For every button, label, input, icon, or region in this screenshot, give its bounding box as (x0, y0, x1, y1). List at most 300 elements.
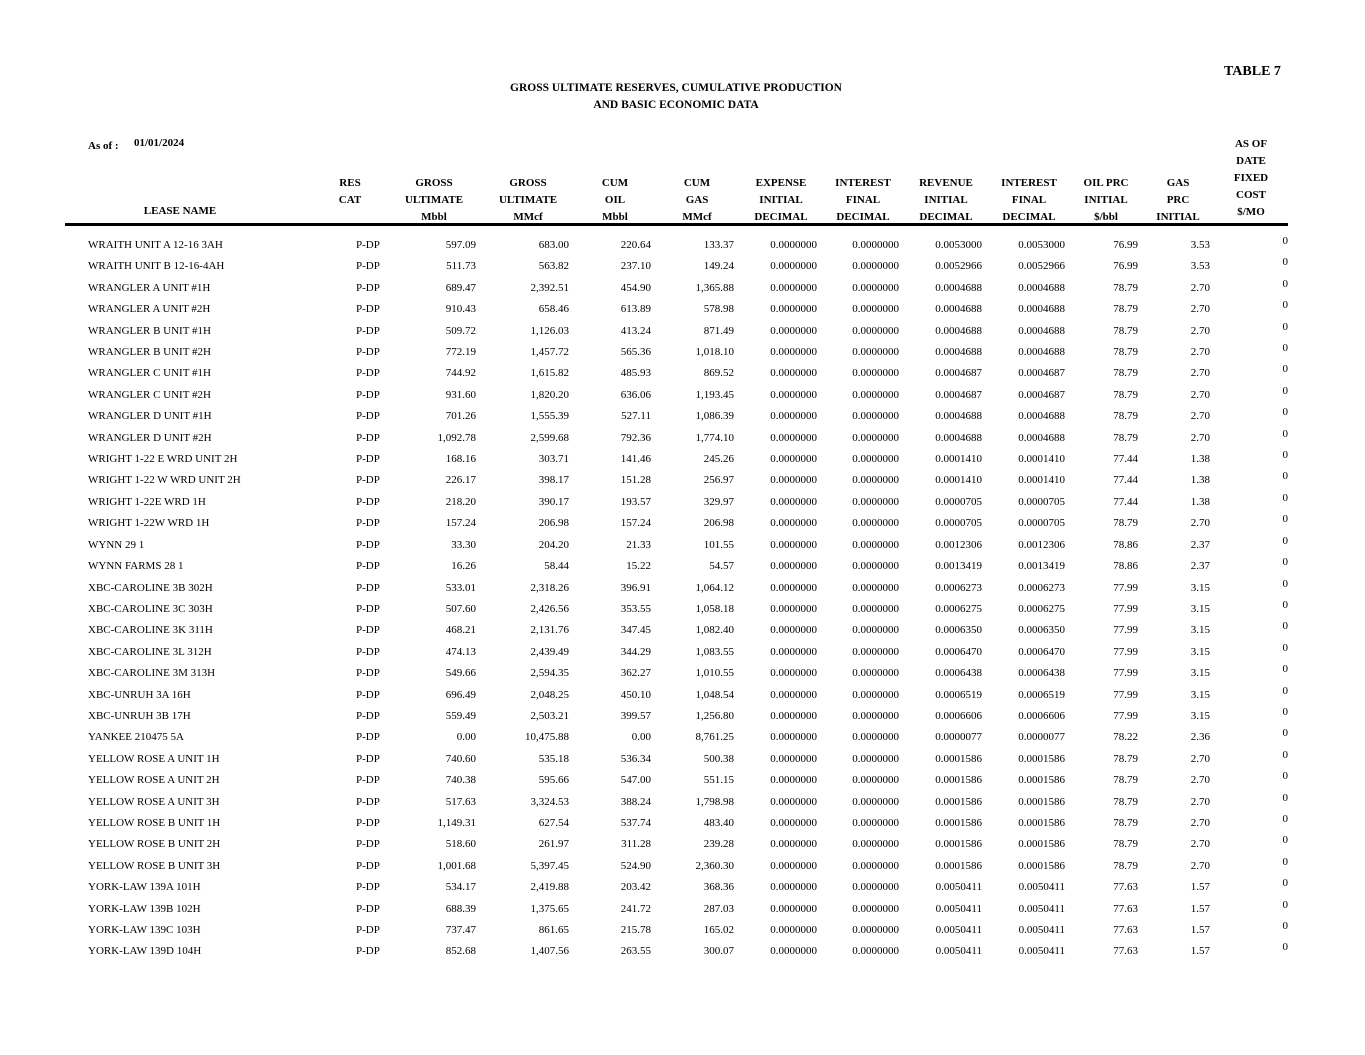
cell-oil-price: 77.44 (1113, 453, 1138, 466)
table-row (0, 855, 1365, 876)
cell-interest-final-2: 0.0001586 (1018, 795, 1065, 808)
cell-cum-gas: 329.97 (703, 495, 734, 508)
cell-cum-gas: 551.15 (703, 774, 734, 787)
cell-expense-initial: 0.0000000 (770, 581, 817, 594)
table-row (0, 876, 1365, 897)
cell-expense-initial: 0.0000000 (770, 752, 817, 765)
cell-fixed-cost: 0 (1282, 299, 1288, 312)
cell-cum-gas: 1,082.40 (695, 624, 734, 637)
cell-interest-final-2: 0.0004688 (1018, 410, 1065, 423)
cell-interest-final-2: 0.0006606 (1018, 709, 1065, 722)
cell-gross-ultimate-gas: 2,594.35 (530, 667, 569, 680)
cell-lease-name: XBC-CAROLINE 3K 311H (88, 624, 213, 637)
cell-fixed-cost: 0 (1282, 256, 1288, 269)
cell-gross-ultimate-oil: 33.30 (451, 538, 476, 551)
cell-revenue-initial: 0.0001586 (935, 859, 982, 872)
header-gross-ultimate-oil: GROSS ULTIMATE Mbbl (404, 177, 464, 223)
cell-expense-initial: 0.0000000 (770, 495, 817, 508)
cell-oil-price: 78.79 (1113, 367, 1138, 380)
cell-interest-final-2: 0.0001410 (1018, 474, 1065, 487)
cell-cum-gas: 1,018.10 (695, 346, 734, 359)
cell-oil-price: 77.63 (1113, 945, 1138, 958)
cell-interest-final: 0.0000000 (852, 324, 899, 337)
cell-fixed-cost: 0 (1282, 277, 1288, 290)
cell-res-cat: P-DP (356, 859, 380, 872)
cell-revenue-initial: 0.0004688 (935, 303, 982, 316)
cell-oil-price: 78.79 (1113, 752, 1138, 765)
cell-fixed-cost: 0 (1282, 470, 1288, 483)
cell-revenue-initial: 0.0004688 (935, 410, 982, 423)
cell-res-cat: P-DP (356, 346, 380, 359)
cell-fixed-cost: 0 (1282, 812, 1288, 825)
cell-fixed-cost: 0 (1282, 491, 1288, 504)
cell-oil-price: 78.79 (1113, 281, 1138, 294)
cell-fixed-cost: 0 (1282, 770, 1288, 783)
cell-cum-oil: 399.57 (620, 709, 651, 722)
cell-gas-price: 1.57 (1190, 945, 1210, 958)
cell-expense-initial: 0.0000000 (770, 538, 817, 551)
cell-oil-price: 77.99 (1113, 709, 1138, 722)
cell-gross-ultimate-oil: 518.60 (445, 838, 476, 851)
cell-interest-final: 0.0000000 (852, 453, 899, 466)
cell-lease-name: XBC-CAROLINE 3B 302H (88, 581, 213, 594)
cell-interest-final-2: 0.0000705 (1018, 517, 1065, 530)
table-row (0, 705, 1365, 726)
cell-revenue-initial: 0.0000077 (935, 731, 982, 744)
cell-interest-final-2: 0.0006350 (1018, 624, 1065, 637)
cell-gross-ultimate-gas: 2,426.56 (530, 602, 569, 615)
lease-table-body (0, 234, 1365, 962)
cell-cum-oil: 613.89 (620, 303, 651, 316)
cell-interest-final-2: 0.0006273 (1018, 581, 1065, 594)
cell-expense-initial: 0.0000000 (770, 560, 817, 573)
cell-cum-oil: 141.46 (620, 453, 651, 466)
cell-cum-oil: 220.64 (620, 239, 651, 251)
cell-res-cat: P-DP (356, 902, 380, 915)
cell-fixed-cost: 0 (1282, 449, 1288, 462)
cell-fixed-cost: 0 (1282, 342, 1288, 355)
cell-interest-final: 0.0000000 (852, 281, 899, 294)
cell-expense-initial: 0.0000000 (770, 239, 817, 251)
cell-cum-oil: 524.90 (620, 859, 651, 872)
cell-lease-name: YELLOW ROSE B UNIT 3H (88, 859, 221, 872)
cell-fixed-cost: 0 (1282, 320, 1288, 333)
cell-interest-final: 0.0000000 (852, 795, 899, 808)
cell-res-cat: P-DP (356, 795, 380, 808)
cell-interest-final: 0.0000000 (852, 560, 899, 573)
cell-cum-gas: 256.97 (703, 474, 734, 487)
cell-interest-final-2: 0.0004688 (1018, 281, 1065, 294)
cell-expense-initial: 0.0000000 (770, 346, 817, 359)
cell-interest-final: 0.0000000 (852, 645, 899, 658)
cell-lease-name: XBC-UNRUH 3B 17H (88, 709, 191, 722)
table-row (0, 619, 1365, 640)
header-fixed-cost: AS OF DATE FIXED COST $/MO (1233, 138, 1269, 218)
cell-interest-final-2: 0.0050411 (1018, 924, 1065, 936)
table-row (0, 940, 1365, 961)
cell-revenue-initial: 0.0001586 (935, 774, 982, 787)
cell-gross-ultimate-gas: 627.54 (538, 816, 569, 829)
cell-res-cat: P-DP (356, 924, 380, 936)
cell-gross-ultimate-gas: 1,615.82 (530, 367, 569, 380)
table-number: TABLE 7 (1224, 64, 1281, 79)
cell-fixed-cost: 0 (1282, 406, 1288, 419)
cell-res-cat: P-DP (356, 731, 380, 744)
cell-lease-name: WRANGLER B UNIT #1H (88, 324, 211, 337)
cell-interest-final: 0.0000000 (852, 367, 899, 380)
cell-gross-ultimate-gas: 595.66 (538, 774, 569, 787)
cell-fixed-cost: 0 (1282, 598, 1288, 611)
cell-revenue-initial: 0.0050411 (935, 924, 982, 936)
cell-gas-price: 2.70 (1190, 281, 1210, 294)
cell-lease-name: WYNN 29 1 (88, 538, 145, 551)
cell-revenue-initial: 0.0000705 (935, 517, 982, 530)
cell-gas-price: 2.70 (1190, 367, 1210, 380)
cell-res-cat: P-DP (356, 239, 380, 251)
table-row (0, 469, 1365, 490)
cell-cum-oil: 215.78 (620, 924, 651, 936)
cell-oil-price: 77.44 (1113, 474, 1138, 487)
cell-interest-final-2: 0.0001586 (1018, 774, 1065, 787)
cell-revenue-initial: 0.0053000 (935, 239, 982, 251)
cell-interest-final: 0.0000000 (852, 431, 899, 444)
cell-cum-oil: 344.29 (620, 645, 651, 658)
cell-gross-ultimate-oil: 701.26 (445, 410, 476, 423)
cell-gross-ultimate-oil: 737.47 (445, 924, 476, 936)
cell-interest-final-2: 0.0001586 (1018, 859, 1065, 872)
cell-cum-oil: 21.33 (626, 538, 651, 551)
cell-revenue-initial: 0.0001586 (935, 752, 982, 765)
cell-oil-price: 78.79 (1113, 838, 1138, 851)
cell-cum-gas: 871.49 (703, 324, 734, 337)
table-row (0, 726, 1365, 747)
cell-res-cat: P-DP (356, 881, 380, 894)
cell-cum-oil: 636.06 (620, 388, 651, 401)
cell-gross-ultimate-gas: 1,126.03 (530, 324, 569, 337)
cell-revenue-initial: 0.0001586 (935, 795, 982, 808)
cell-expense-initial: 0.0000000 (770, 774, 817, 787)
report-title-line-1: GROSS ULTIMATE RESERVES, CUMULATIVE PRODUCTION (510, 82, 842, 94)
cell-gas-price: 2.70 (1190, 752, 1210, 765)
cell-oil-price: 77.63 (1113, 902, 1138, 915)
cell-gas-price: 2.70 (1190, 431, 1210, 444)
table-row (0, 641, 1365, 662)
cell-gross-ultimate-oil: 507.60 (445, 602, 476, 615)
cell-lease-name: WYNN FARMS 28 1 (88, 560, 184, 573)
cell-gas-price: 1.57 (1190, 902, 1210, 915)
cell-revenue-initial: 0.0004688 (935, 431, 982, 444)
cell-fixed-cost: 0 (1282, 384, 1288, 397)
cell-interest-final: 0.0000000 (852, 624, 899, 637)
cell-expense-initial: 0.0000000 (770, 645, 817, 658)
cell-gross-ultimate-oil: 1,149.31 (437, 816, 476, 829)
cell-gas-price: 2.70 (1190, 388, 1210, 401)
cell-gross-ultimate-oil: 0.00 (456, 731, 476, 744)
cell-oil-price: 77.99 (1113, 667, 1138, 680)
cell-interest-final: 0.0000000 (852, 816, 899, 829)
table-row (0, 919, 1365, 940)
cell-gross-ultimate-oil: 533.01 (445, 581, 476, 594)
cell-fixed-cost: 0 (1282, 684, 1288, 697)
cell-gross-ultimate-oil: 910.43 (445, 303, 476, 316)
header-cum-oil: CUM OIL Mbbl (601, 177, 629, 223)
cell-cum-oil: 547.00 (620, 774, 651, 787)
cell-oil-price: 76.99 (1113, 260, 1138, 273)
cell-cum-oil: 454.90 (620, 281, 651, 294)
cell-res-cat: P-DP (356, 453, 380, 466)
cell-gross-ultimate-oil: 226.17 (445, 474, 476, 487)
cell-revenue-initial: 0.0013419 (935, 560, 982, 573)
cell-res-cat: P-DP (356, 624, 380, 637)
cell-interest-final-2: 0.0006275 (1018, 602, 1065, 615)
cell-gas-price: 3.15 (1190, 581, 1210, 594)
cell-fixed-cost: 0 (1282, 363, 1288, 376)
cell-gross-ultimate-oil: 559.49 (445, 709, 476, 722)
cell-gross-ultimate-gas: 1,555.39 (530, 410, 569, 423)
cell-expense-initial: 0.0000000 (770, 838, 817, 851)
cell-interest-final-2: 0.0000077 (1018, 731, 1065, 744)
cell-interest-final-2: 0.0006519 (1018, 688, 1065, 701)
table-row (0, 791, 1365, 812)
table-row (0, 898, 1365, 919)
cell-gross-ultimate-gas: 861.65 (538, 924, 569, 936)
cell-fixed-cost: 0 (1282, 727, 1288, 740)
cell-oil-price: 77.99 (1113, 645, 1138, 658)
cell-res-cat: P-DP (356, 281, 380, 294)
header-lease-name: LEASE NAME (143, 205, 217, 217)
cell-interest-final-2: 0.0004688 (1018, 324, 1065, 337)
cell-revenue-initial: 0.0012306 (935, 538, 982, 551)
cell-gross-ultimate-gas: 1,407.56 (530, 945, 569, 958)
cell-cum-gas: 287.03 (703, 902, 734, 915)
cell-lease-name: WRANGLER D UNIT #2H (88, 431, 212, 444)
cell-lease-name: YELLOW ROSE B UNIT 2H (88, 838, 221, 851)
cell-lease-name: YORK-LAW 139D 104H (88, 945, 202, 958)
table-row (0, 427, 1365, 448)
table-row (0, 341, 1365, 362)
cell-cum-oil: 151.28 (620, 474, 651, 487)
cell-gross-ultimate-gas: 2,599.68 (530, 431, 569, 444)
cell-cum-oil: 241.72 (620, 902, 651, 915)
cell-gross-ultimate-oil: 931.60 (445, 388, 476, 401)
report-title (0, 80, 1352, 114)
cell-oil-price: 78.79 (1113, 517, 1138, 530)
cell-gross-ultimate-oil: 511.73 (446, 260, 476, 273)
table-row (0, 320, 1365, 341)
cell-lease-name: WRIGHT 1-22 E WRD UNIT 2H (88, 453, 238, 466)
table-row (0, 298, 1365, 319)
cell-gross-ultimate-oil: 468.21 (445, 624, 476, 637)
cell-gross-ultimate-gas: 535.18 (538, 752, 569, 765)
cell-interest-final: 0.0000000 (852, 859, 899, 872)
cell-interest-final: 0.0000000 (852, 538, 899, 551)
cell-lease-name: WRAITH UNIT A 12-16 3AH (88, 239, 223, 251)
cell-gas-price: 3.53 (1190, 239, 1210, 251)
cell-gross-ultimate-gas: 3,324.53 (530, 795, 569, 808)
table-row (0, 812, 1365, 833)
cell-fixed-cost: 0 (1282, 663, 1288, 676)
cell-lease-name: YORK-LAW 139C 103H (88, 924, 201, 936)
cell-interest-final-2: 0.0001410 (1018, 453, 1065, 466)
table-row (0, 277, 1365, 298)
cell-expense-initial: 0.0000000 (770, 431, 817, 444)
cell-interest-final-2: 0.0053000 (1018, 239, 1065, 251)
table-row (0, 598, 1365, 619)
cell-cum-oil: 792.36 (620, 431, 651, 444)
table-row (0, 534, 1365, 555)
cell-res-cat: P-DP (356, 260, 380, 273)
cell-res-cat: P-DP (356, 709, 380, 722)
cell-expense-initial: 0.0000000 (770, 453, 817, 466)
cell-gross-ultimate-gas: 683.00 (538, 239, 569, 251)
cell-interest-final: 0.0000000 (852, 902, 899, 915)
cell-interest-final: 0.0000000 (852, 495, 899, 508)
cell-interest-final-2: 0.0004687 (1018, 367, 1065, 380)
cell-interest-final-2: 0.0050411 (1018, 881, 1065, 894)
header-divider (65, 223, 1288, 226)
cell-gross-ultimate-oil: 696.49 (445, 688, 476, 701)
cell-expense-initial: 0.0000000 (770, 624, 817, 637)
cell-cum-oil: 450.10 (620, 688, 651, 701)
cell-lease-name: WRIGHT 1-22 W WRD UNIT 2H (88, 474, 241, 487)
cell-expense-initial: 0.0000000 (770, 816, 817, 829)
cell-gross-ultimate-oil: 744.92 (445, 367, 476, 380)
cell-oil-price: 77.44 (1113, 495, 1138, 508)
cell-lease-name: YELLOW ROSE A UNIT 1H (88, 752, 220, 765)
cell-oil-price: 78.79 (1113, 303, 1138, 316)
cell-cum-oil: 413.24 (620, 324, 651, 337)
cell-oil-price: 77.99 (1113, 688, 1138, 701)
cell-lease-name: YANKEE 210475 5A (88, 731, 184, 744)
cell-expense-initial: 0.0000000 (770, 902, 817, 915)
cell-interest-final-2: 0.0004688 (1018, 346, 1065, 359)
cell-gross-ultimate-oil: 740.60 (445, 752, 476, 765)
cell-lease-name: XBC-UNRUH 3A 16H (88, 688, 191, 701)
cell-cum-gas: 2,360.30 (695, 859, 734, 872)
cell-cum-gas: 1,365.88 (695, 281, 734, 294)
cell-gas-price: 1.38 (1190, 474, 1210, 487)
cell-interest-final: 0.0000000 (852, 667, 899, 680)
cell-gas-price: 2.70 (1190, 517, 1210, 530)
cell-cum-gas: 1,086.39 (695, 410, 734, 423)
cell-revenue-initial: 0.0006606 (935, 709, 982, 722)
cell-cum-gas: 869.52 (703, 367, 734, 380)
cell-revenue-initial: 0.0006273 (935, 581, 982, 594)
cell-interest-final: 0.0000000 (852, 517, 899, 530)
cell-interest-final: 0.0000000 (852, 924, 899, 936)
cell-gross-ultimate-gas: 658.46 (538, 303, 569, 316)
cell-res-cat: P-DP (356, 517, 380, 530)
cell-revenue-initial: 0.0006438 (935, 667, 982, 680)
cell-res-cat: P-DP (356, 560, 380, 573)
cell-gas-price: 2.36 (1190, 731, 1210, 744)
cell-gross-ultimate-oil: 16.26 (451, 560, 476, 573)
cell-interest-final: 0.0000000 (852, 774, 899, 787)
cell-gross-ultimate-oil: 218.20 (445, 495, 476, 508)
cell-cum-gas: 1,048.54 (695, 688, 734, 701)
cell-fixed-cost: 0 (1282, 705, 1288, 718)
header-interest-final: INTEREST FINAL DECIMAL (835, 177, 891, 223)
table-row (0, 662, 1365, 683)
cell-cum-oil: 237.10 (620, 260, 651, 273)
cell-cum-gas: 101.55 (703, 538, 734, 551)
cell-revenue-initial: 0.0004688 (935, 346, 982, 359)
cell-gross-ultimate-oil: 549.66 (445, 667, 476, 680)
cell-gross-ultimate-oil: 509.72 (445, 324, 476, 337)
cell-lease-name: XBC-CAROLINE 3L 312H (88, 645, 212, 658)
cell-fixed-cost: 0 (1282, 898, 1288, 911)
cell-gross-ultimate-gas: 2,131.76 (530, 624, 569, 637)
cell-gas-price: 2.70 (1190, 410, 1210, 423)
cell-revenue-initial: 0.0006470 (935, 645, 982, 658)
cell-lease-name: YELLOW ROSE B UNIT 1H (88, 816, 221, 829)
cell-interest-final: 0.0000000 (852, 709, 899, 722)
cell-revenue-initial: 0.0000705 (935, 495, 982, 508)
cell-cum-oil: 311.28 (621, 838, 651, 851)
cell-res-cat: P-DP (356, 838, 380, 851)
cell-gross-ultimate-gas: 2,439.49 (530, 645, 569, 658)
cell-interest-final: 0.0000000 (852, 731, 899, 744)
cell-interest-final-2: 0.0012306 (1018, 538, 1065, 551)
cell-revenue-initial: 0.0004687 (935, 388, 982, 401)
cell-fixed-cost: 0 (1282, 641, 1288, 654)
cell-cum-gas: 206.98 (703, 517, 734, 530)
cell-revenue-initial: 0.0001586 (935, 816, 982, 829)
cell-res-cat: P-DP (356, 410, 380, 423)
cell-oil-price: 77.99 (1113, 602, 1138, 615)
cell-gas-price: 2.70 (1190, 816, 1210, 829)
cell-gross-ultimate-gas: 303.71 (538, 453, 569, 466)
cell-gross-ultimate-oil: 597.09 (445, 239, 476, 251)
cell-fixed-cost: 0 (1282, 920, 1288, 932)
cell-gross-ultimate-oil: 688.39 (445, 902, 476, 915)
cell-expense-initial: 0.0000000 (770, 795, 817, 808)
cell-gross-ultimate-gas: 58.44 (544, 560, 569, 573)
cell-gross-ultimate-oil: 157.24 (445, 517, 476, 530)
cell-cum-oil: 527.11 (621, 410, 651, 423)
cell-gross-ultimate-gas: 1,457.72 (530, 346, 569, 359)
header-revenue-initial: REVENUE INITIAL DECIMAL (919, 177, 973, 223)
cell-expense-initial: 0.0000000 (770, 281, 817, 294)
cell-fixed-cost: 0 (1282, 620, 1288, 633)
table-row (0, 362, 1365, 383)
cell-res-cat: P-DP (356, 645, 380, 658)
cell-expense-initial: 0.0000000 (770, 517, 817, 530)
cell-gas-price: 2.70 (1190, 324, 1210, 337)
table-row (0, 491, 1365, 512)
cell-gas-price: 2.37 (1190, 538, 1210, 551)
cell-res-cat: P-DP (356, 538, 380, 551)
cell-fixed-cost: 0 (1282, 534, 1288, 547)
cell-revenue-initial: 0.0001586 (935, 838, 982, 851)
cell-gross-ultimate-oil: 772.19 (445, 346, 476, 359)
cell-gross-ultimate-gas: 398.17 (538, 474, 569, 487)
cell-cum-gas: 245.26 (703, 453, 734, 466)
cell-gross-ultimate-oil: 534.17 (445, 881, 476, 894)
cell-revenue-initial: 0.0006275 (935, 602, 982, 615)
cell-res-cat: P-DP (356, 816, 380, 829)
cell-gas-price: 3.53 (1190, 260, 1210, 273)
table-row (0, 512, 1365, 533)
cell-cum-gas: 8,761.25 (695, 731, 734, 744)
cell-cum-gas: 1,256.80 (695, 709, 734, 722)
cell-oil-price: 78.79 (1113, 324, 1138, 337)
cell-res-cat: P-DP (356, 431, 380, 444)
table-row (0, 234, 1365, 255)
cell-oil-price: 78.79 (1113, 816, 1138, 829)
cell-expense-initial: 0.0000000 (770, 410, 817, 423)
cell-oil-price: 78.79 (1113, 388, 1138, 401)
